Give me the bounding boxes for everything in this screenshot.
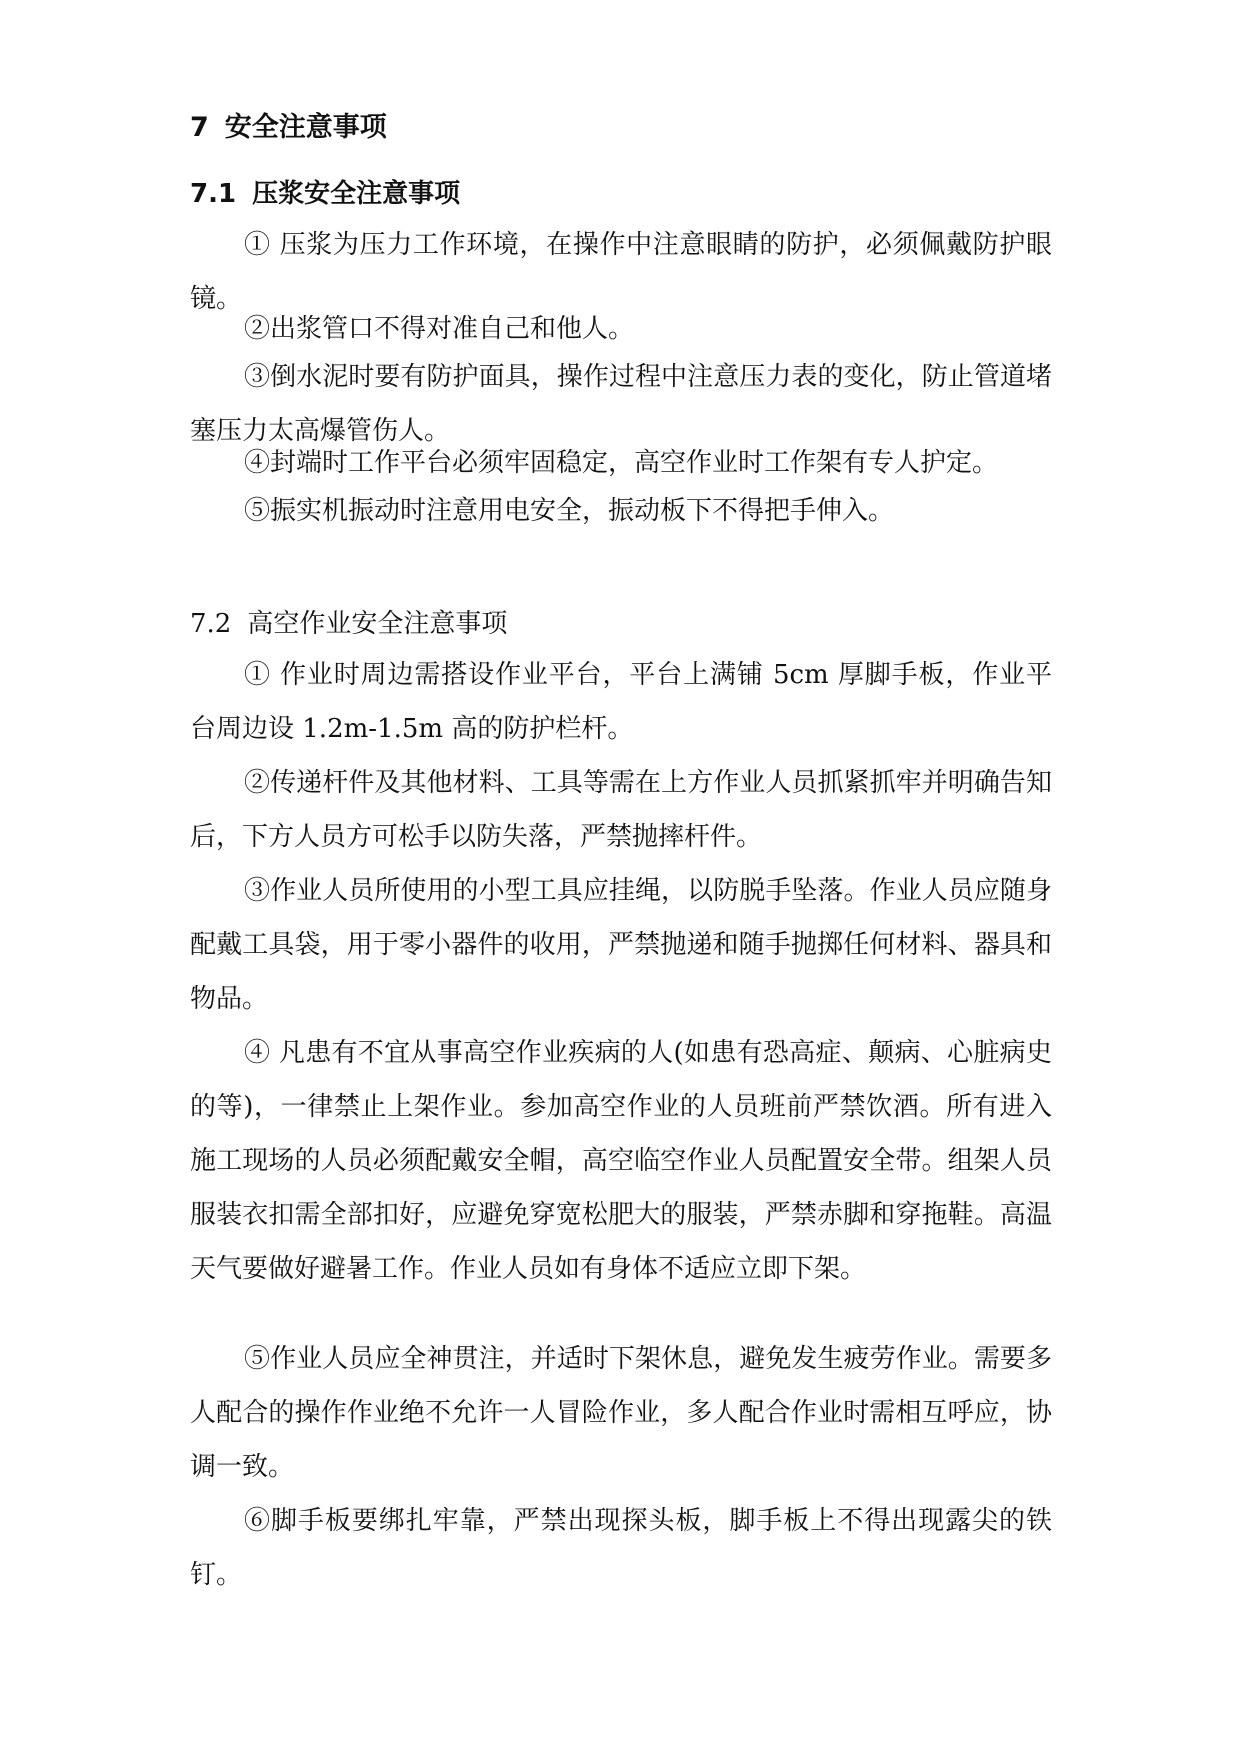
section-number: 7 xyxy=(190,112,209,143)
subsection-number: 7.2 xyxy=(190,609,232,639)
height-work-item-1: ① 作业时周边需搭设作业平台，平台上满铺 5cm 厚脚手板，作业平台周边设 1.2m-1.5m 高的防护栏杆。 xyxy=(190,660,1052,744)
subsection-title: 高空作业安全注意事项 xyxy=(247,609,508,639)
height-work-item-3: ③作业人员所使用的小型工具应挂绳，以防脱手坠落。作业人员应随身配戴工具袋，用于零小器件的收用，严禁抛递和随手抛掷任何材料、器具和物品。 xyxy=(190,876,1052,1014)
grouting-item-2: ②出浆管口不得对准自己和他人。 xyxy=(244,314,635,344)
grouting-item-3: ③倒水泥时要有防护面具，操作过程中注意压力表的变化，防止管道堵塞压力太高爆管伤人。 xyxy=(190,362,1052,446)
subsection-heading-grouting xyxy=(190,174,460,214)
height-work-item-6: ⑥脚手板要绑扎牢靠，严禁出现探头板，脚手板上不得出现露尖的铁钉。 xyxy=(190,1506,1052,1590)
subsection-heading-height-work xyxy=(190,604,507,644)
height-work-item-5: ⑤作业人员应全神贯注，并适时下架休息，避免发生疲劳作业。需要多人配合的操作作业绝不允许一人冒险作业，多人配合作业时需相互呼应，协调一致。 xyxy=(190,1344,1052,1482)
grouting-item-5: ⑤振实机振动时注意用电安全，振动板下不得把手伸入。 xyxy=(244,496,895,526)
grouting-item-4: ④封端时工作平台必须牢固稳定，高空作业时工作架有专人护定。 xyxy=(244,448,999,478)
height-work-item-4: ④ 凡患有不宜从事高空作业疾病的人(如患有恐高症、颠病、心脏病史的等)，一律禁止上架作业。参加高空作业的人员班前严禁饮酒。所有进入施工现场的人员必须配戴安全帽，高空临空作业人员配置安全带。组架人员服装衣扣需全部扣好，应避免穿宽松肥大的服装，严禁赤脚和穿拖鞋。高温天气要做好避暑工作。作业人员如有身体不适应立即下架。 xyxy=(190,1038,1052,1284)
grouting-item-1: ① 压浆为压力工作环境，在操作中注意眼睛的防护，必须佩戴防护眼镜。 xyxy=(190,230,1052,314)
subsection-number: 7.1 xyxy=(190,179,237,209)
subsection-title: 压浆安全注意事项 xyxy=(252,179,461,209)
section-heading xyxy=(190,108,387,148)
section-title: 安全注意事项 xyxy=(224,112,387,143)
height-work-item-2: ②传递杆件及其他材料、工具等需在上方作业人员抓紧抓牢并明确告知后，下方人员方可松手以防失落，严禁抛摔杆件。 xyxy=(190,768,1052,852)
